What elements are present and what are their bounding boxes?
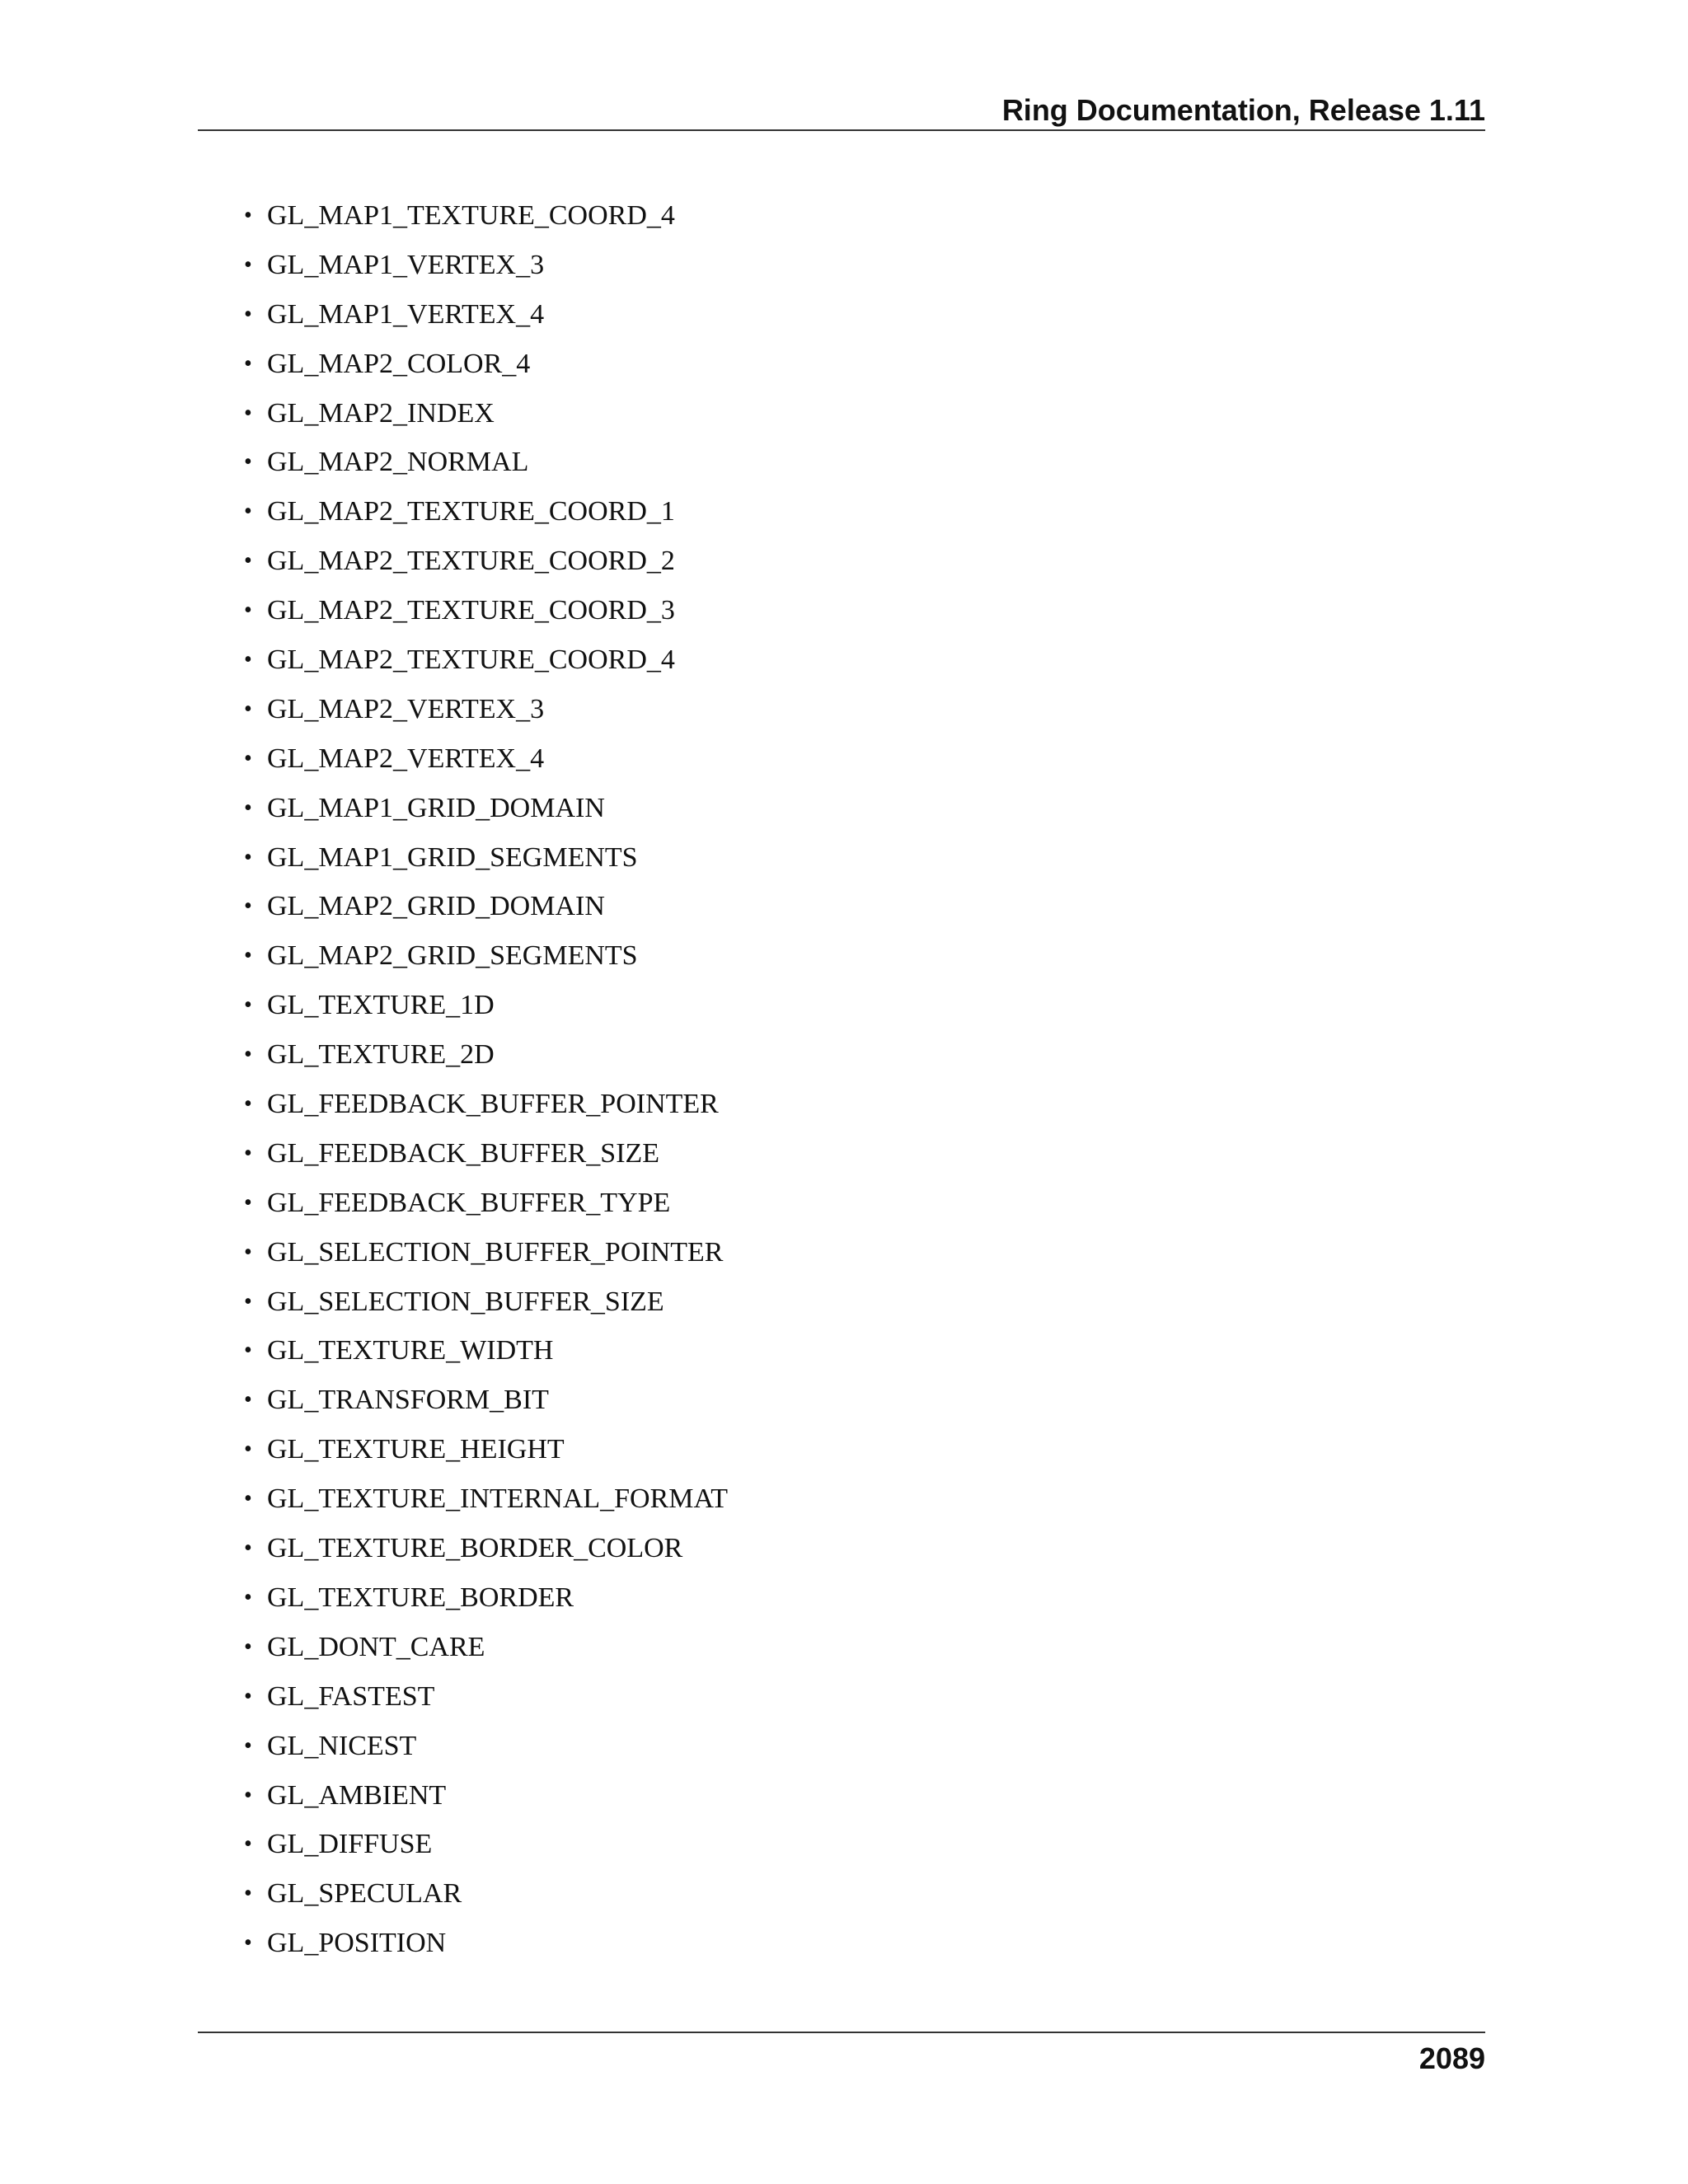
- list-item: [244, 344, 728, 393]
- bullet-icon: •: [244, 1436, 252, 1463]
- list-item: [244, 1084, 728, 1133]
- list-item: [244, 195, 728, 245]
- page-number: 2089: [1418, 2041, 1485, 2075]
- list-item-text: GL_TEXTURE_BORDER: [267, 1582, 574, 1613]
- list-item: [244, 640, 728, 689]
- list-item-text: GL_MAP1_VERTEX_4: [267, 298, 545, 330]
- list-item-text: GL_NICEST: [267, 1730, 417, 1761]
- list-item-text: GL_MAP2_TEXTURE_COORD_1: [267, 496, 675, 527]
- list-item: [244, 1479, 728, 1528]
- list-item-text: GL_MAP1_GRID_DOMAIN: [267, 792, 605, 823]
- bullet-icon: •: [244, 1930, 252, 1957]
- list-item-text: GL_FEEDBACK_BUFFER_POINTER: [267, 1089, 719, 1120]
- list-item: [244, 1775, 728, 1825]
- bullet-icon: •: [244, 1239, 252, 1265]
- bullet-icon: •: [244, 301, 252, 327]
- bullet-icon: •: [244, 1387, 252, 1413]
- list-item: [244, 1873, 728, 1923]
- list-item: [244, 1133, 728, 1183]
- list-item-text: GL_FEEDBACK_BUFFER_TYPE: [267, 1187, 671, 1218]
- list-item: [244, 245, 728, 294]
- bullet-icon: •: [244, 203, 252, 228]
- bullet-icon: •: [244, 1535, 252, 1562]
- list-item-text: GL_MAP2_GRID_SEGMENTS: [267, 940, 638, 972]
- bullet-icon: •: [244, 1486, 252, 1512]
- list-item: [244, 1282, 728, 1331]
- list-item-text: GL_SPECULAR: [267, 1878, 462, 1910]
- list-item: [244, 1183, 728, 1232]
- list-item-text: GL_MAP2_VERTEX_4: [267, 743, 545, 774]
- list-item-text: GL_MAP2_TEXTURE_COORD_4: [267, 644, 675, 676]
- list-item: [244, 1726, 728, 1775]
- bullet-icon: •: [244, 499, 252, 525]
- list-item-text: GL_TRANSFORM_BIT: [267, 1385, 549, 1416]
- bullet-icon: •: [244, 548, 252, 574]
- bullet-icon: •: [244, 893, 252, 920]
- header-divider: [198, 129, 1485, 131]
- footer-divider: [198, 2032, 1485, 2033]
- bullet-icon: •: [244, 1042, 252, 1068]
- list-item: [244, 1034, 728, 1084]
- list-item: [244, 442, 728, 491]
- list-item-text: GL_MAP2_TEXTURE_COORD_2: [267, 546, 675, 577]
- bullet-icon: •: [244, 696, 252, 722]
- bullet-icon: •: [244, 992, 252, 1019]
- list-item: [244, 393, 728, 443]
- bullet-icon: •: [244, 1288, 252, 1315]
- list-item-text: GL_MAP2_GRID_DOMAIN: [267, 891, 605, 922]
- list-item-text: GL_TEXTURE_1D: [267, 990, 495, 1021]
- list-item-text: GL_DIFFUSE: [267, 1829, 433, 1860]
- list-item-text: GL_MAP2_NORMAL: [267, 447, 529, 478]
- bullet-icon: •: [244, 400, 252, 426]
- list-item-text: GL_AMBIENT: [267, 1779, 447, 1811]
- list-item: [244, 985, 728, 1034]
- list-item-text: GL_TEXTURE_HEIGHT: [267, 1434, 565, 1465]
- bullet-icon: •: [244, 647, 252, 673]
- list-item: [244, 1232, 728, 1282]
- bullet-icon: •: [244, 598, 252, 624]
- bullet-icon: •: [244, 745, 252, 771]
- bullet-icon: •: [244, 1584, 252, 1610]
- list-item: [244, 689, 728, 738]
- bullet-icon: •: [244, 1881, 252, 1907]
- bullet-icon: •: [244, 943, 252, 969]
- list-item: [244, 294, 728, 344]
- bullet-icon: •: [244, 1189, 252, 1216]
- list-item-text: GL_MAP1_GRID_SEGMENTS: [267, 841, 638, 873]
- list-item-text: GL_SELECTION_BUFFER_POINTER: [267, 1236, 724, 1268]
- list-item-text: GL_SELECTION_BUFFER_SIZE: [267, 1286, 664, 1317]
- list-item: [244, 1824, 728, 1873]
- list-item-text: GL_MAP2_TEXTURE_COORD_3: [267, 595, 675, 626]
- bullet-icon: •: [244, 449, 252, 476]
- list-item-text: GL_MAP2_COLOR_4: [267, 348, 531, 379]
- list-item-text: GL_DONT_CARE: [267, 1631, 485, 1662]
- bullet-icon: •: [244, 251, 252, 278]
- list-item: [244, 1676, 728, 1726]
- list-item: [244, 935, 728, 985]
- list-item-text: GL_TEXTURE_WIDTH: [267, 1335, 554, 1366]
- list-item: [244, 1923, 728, 1972]
- list-item: [244, 788, 728, 837]
- bullet-icon: •: [244, 794, 252, 821]
- list-item-text: GL_FASTEST: [267, 1680, 435, 1712]
- list-item-text: GL_TEXTURE_INTERNAL_FORMAT: [267, 1483, 729, 1515]
- list-item: [244, 886, 728, 935]
- list-item: [244, 837, 728, 887]
- list-item: [244, 1380, 728, 1429]
- list-item: [244, 541, 728, 590]
- list-item-text: GL_TEXTURE_BORDER_COLOR: [267, 1533, 683, 1564]
- list-item: [244, 1528, 728, 1577]
- list-item: [244, 1429, 728, 1479]
- list-item-text: GL_MAP2_INDEX: [267, 397, 495, 429]
- bullet-icon: •: [244, 1782, 252, 1808]
- list-item: [244, 738, 728, 788]
- bullet-icon: •: [244, 1338, 252, 1364]
- bullet-icon: •: [244, 1683, 252, 1709]
- list-item: [244, 590, 728, 640]
- bullet-icon: •: [244, 1732, 252, 1759]
- list-item: [244, 1577, 728, 1627]
- list-item: [244, 1330, 728, 1380]
- list-item-text: GL_TEXTURE_2D: [267, 1039, 495, 1071]
- list-item-text: GL_MAP1_VERTEX_3: [267, 249, 545, 280]
- list-item-text: GL_POSITION: [267, 1928, 447, 1959]
- list-item: [244, 1627, 728, 1676]
- bullet-icon: •: [244, 1831, 252, 1858]
- list-item-text: GL_MAP1_TEXTURE_COORD_4: [267, 200, 675, 231]
- bullet-icon: •: [244, 1140, 252, 1166]
- list-item: [244, 491, 728, 541]
- bullet-icon: •: [244, 844, 252, 870]
- list-item-text: GL_MAP2_VERTEX_3: [267, 693, 545, 724]
- page-header-title: Ring Documentation, Release 1.11: [1001, 93, 1485, 127]
- bullet-icon: •: [244, 1633, 252, 1660]
- constant-list: [244, 195, 728, 1972]
- bullet-icon: •: [244, 350, 252, 377]
- bullet-icon: •: [244, 1091, 252, 1118]
- list-item-text: GL_FEEDBACK_BUFFER_SIZE: [267, 1137, 660, 1169]
